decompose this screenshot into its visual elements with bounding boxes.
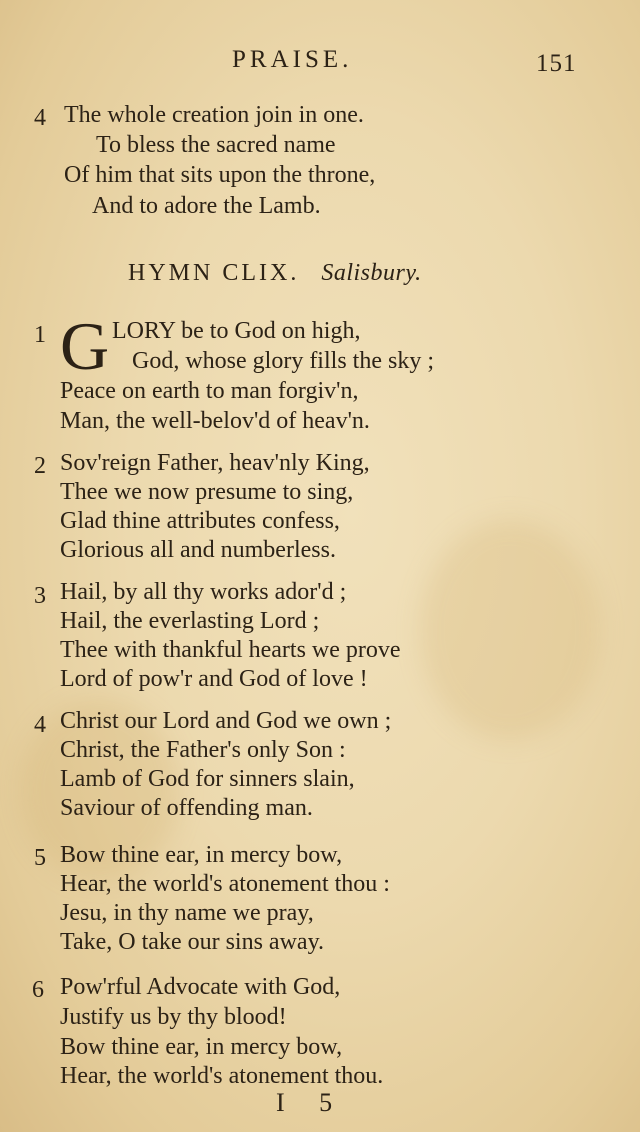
verse-line: Thee with thankful hearts we prove <box>60 637 401 663</box>
verse-line: LORY be to God on high, <box>112 318 361 344</box>
verse-line: Jesu, in thy name we pray, <box>60 900 314 926</box>
stanza-number: 2 <box>34 453 46 479</box>
verse-line: Christ, the Father's only Son : <box>60 737 346 763</box>
verse-line: Justify us by thy blood! <box>60 1004 287 1030</box>
verse-line: Hail, by all thy works ador'd ; <box>60 579 347 605</box>
verse-line: The whole creation join in one. <box>64 102 364 128</box>
verse-line: Glorious all and numberless. <box>60 537 336 563</box>
page-number: 151 <box>536 50 577 77</box>
verse-line: Thee we now presume to sing, <box>60 479 354 505</box>
verse-line: Man, the well-belov'd of heav'n. <box>60 408 370 434</box>
verse-line: Bow thine ear, in mercy bow, <box>60 842 343 868</box>
verse-line: Of him that sits upon the throne, <box>64 162 376 188</box>
verse-line: God, whose glory fills the sky ; <box>132 348 434 374</box>
verse-line: Peace on earth to man forgiv'n, <box>60 378 359 404</box>
verse-line: Bow thine ear, in mercy bow, <box>60 1034 343 1060</box>
verse-line: Glad thine attributes confess, <box>60 508 340 534</box>
verse-line: Saviour of offending man. <box>60 795 313 821</box>
hymn-title: HYMN CLIX. <box>128 260 300 286</box>
verse-line: Hear, the world's atonement thou. <box>60 1063 384 1089</box>
hymn-heading <box>128 260 422 287</box>
verse-line: Sov'reign Father, heav'nly King, <box>60 450 370 476</box>
verse-line: To bless the sacred name <box>96 132 336 158</box>
verse-line: And to adore the Lamb. <box>92 193 321 219</box>
stanza-number: 1 <box>34 322 46 348</box>
signature-mark: I 5 <box>276 1088 347 1117</box>
drop-cap: G <box>60 308 110 384</box>
verse-line: Take, O take our sins away. <box>60 929 325 955</box>
verse-line: Lamb of God for sinners slain, <box>60 766 355 792</box>
stanza-number: 4 <box>34 105 46 131</box>
stanza-number: 6 <box>32 977 44 1003</box>
page-stain <box>420 520 600 740</box>
stanza-number: 3 <box>34 583 46 609</box>
stanza-number: 5 <box>34 845 46 871</box>
verse-line: Hail, the everlasting Lord ; <box>60 608 320 634</box>
verse-line: Pow'rful Advocate with God, <box>60 974 341 1000</box>
running-title: PRAISE. <box>232 46 353 73</box>
verse-line: Lord of pow'r and God of love ! <box>60 666 368 692</box>
hymn-tune: Salisbury. <box>321 260 422 286</box>
stanza-number: 4 <box>34 712 46 738</box>
verse-line: Christ our Lord and God we own ; <box>60 708 392 734</box>
verse-line: Hear, the world's atonement thou : <box>60 871 390 897</box>
